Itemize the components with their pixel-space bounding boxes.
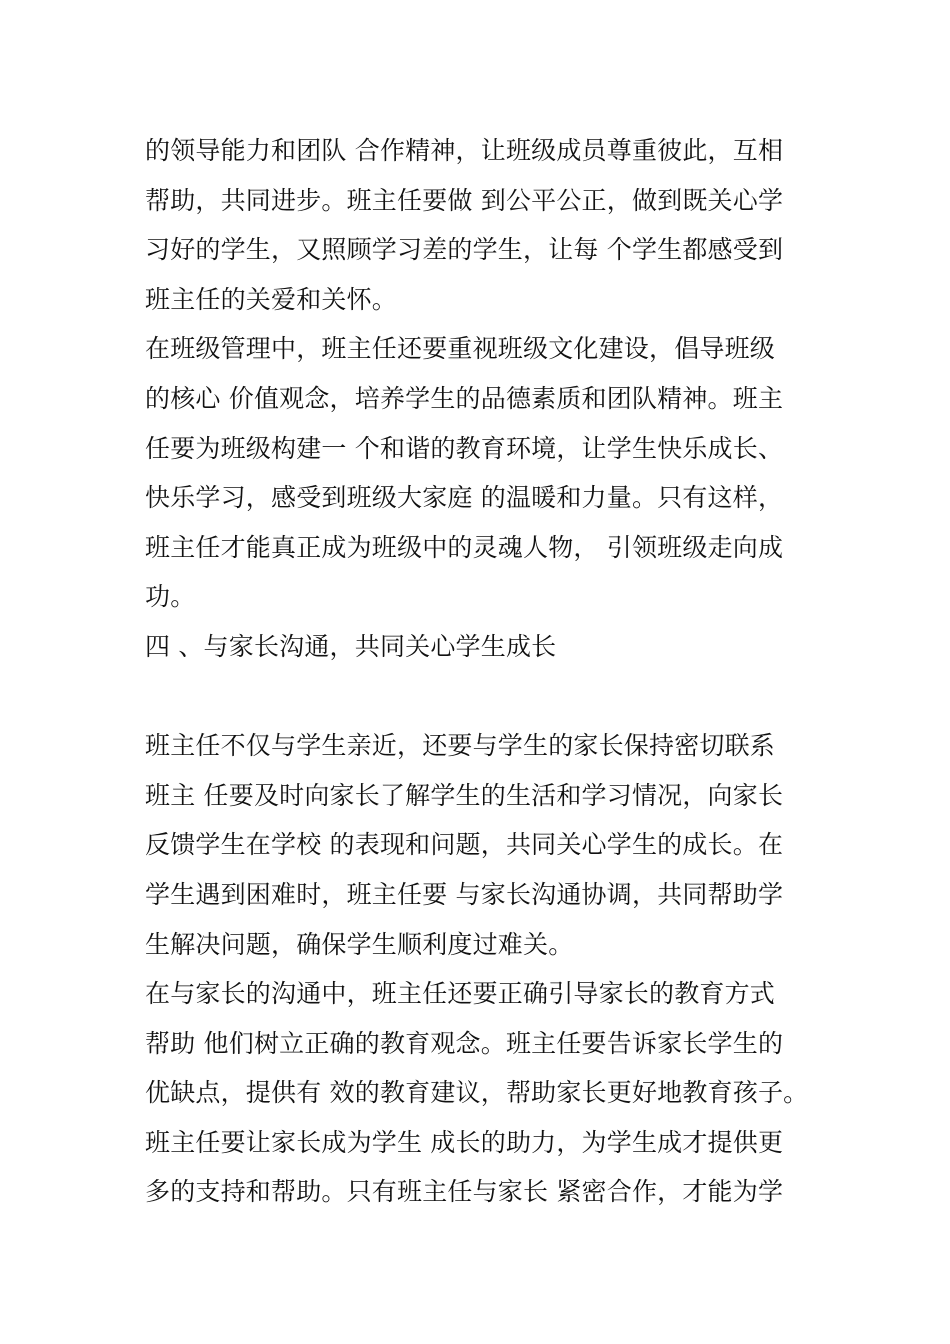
blank-line <box>145 672 825 722</box>
text-line: 在与家长的沟通中，班主任还要正确引导家长的教育方式 <box>145 979 776 1009</box>
text-line: 的核心 价值观念，培养学生的品德素质和团队精神。班主 <box>145 383 784 413</box>
text-line: 生解决问题，确保学生顺利度过难关。 <box>145 929 574 959</box>
text-line: 班主任不仅与学生亲近，还要与学生的家长保持密切联系 <box>145 731 776 761</box>
text-line: 任要为班级构建一 个和谐的教育环境，让学生快乐成长、 <box>145 433 784 463</box>
section-heading: 四 、与家长沟通，共同关心学生成长 <box>145 631 557 661</box>
text-line: 反馈学生在学校 的表现和问题，共同关心学生的成长。在 <box>145 830 784 860</box>
text-line: 多的支持和帮助。只有班主任与家长 紧密合作，才能为学 <box>145 1177 784 1207</box>
text-line: 的领导能力和团队 合作精神，让班级成员尊重彼此，互相 <box>145 136 784 165</box>
text-line: 习好的学生，又照顾学习差的学生，让每 个学生都感受到 <box>145 235 784 265</box>
text-line: 在班级管理中，班主任还要重视班级文化建设，倡导班级 <box>145 334 776 364</box>
text-line: 学生遇到困难时，班主任要 与家长沟通协调，共同帮助学 <box>145 879 784 909</box>
text-line: 班主任的关爱和关怀。 <box>145 284 398 314</box>
text-line: 班主任要让家长成为学生 成长的助力，为学生成才提供更 <box>145 1127 784 1157</box>
text-line: 帮助 他们树立正确的教育观念。班主任要告诉家长学生的 <box>145 1028 784 1058</box>
text-line: 班主 任要及时向家长了解学生的生活和学习情况，向家长 <box>145 780 784 810</box>
text-line: 优缺点，提供有 效的教育建议，帮助家长更好地教育孩子。 <box>145 1078 809 1108</box>
text-line: 功。 <box>145 582 196 612</box>
body-text <box>145 126 825 1217</box>
text-line: 帮助，共同进步。班主任要做 到公平公正，做到既关心学 <box>145 185 784 215</box>
text-line: 班主任才能真正成为班级中的灵魂人物， 引领班级走向成 <box>145 532 784 562</box>
text-line: 快乐学习，感受到班级大家庭 的温暖和力量。只有这样， <box>145 483 784 513</box>
